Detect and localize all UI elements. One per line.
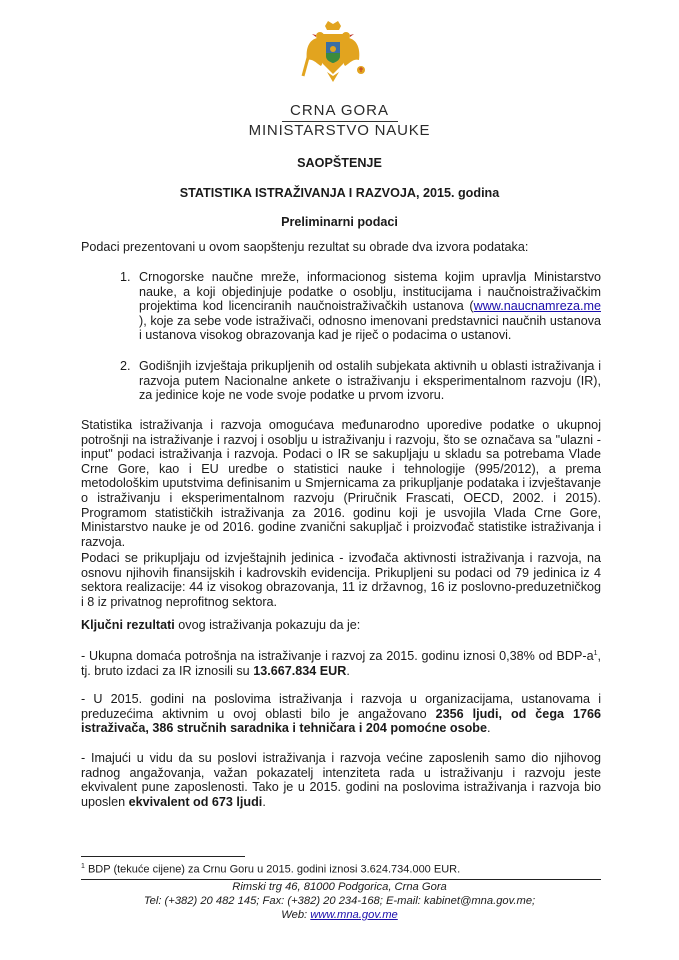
ministry-web-link[interactable]: www.mna.gov.me (310, 909, 398, 921)
source-item-1: Crnogorske naučne mreže, informacionog sistema kojim upravlja Ministarstvo nauke, a koji objedinjuje podatke o osoblju, institucijama i naučnoistraživačkim projektima kod licenciranih naučnoistraživačkih ustanova (www.naucnamreza.me ), koje za sebe vode istraživači, odnosno imenovani predstavnici naučnih ustanova i ustanova visokog obrazovanja kad je riječ o podacima o ustanovi. (139, 270, 601, 343)
intro-paragraph: Podaci prezentovani u ovom saopštenju rezultat su obrade dva izvora podataka: (81, 240, 529, 254)
list-number-1: 1. (120, 270, 131, 284)
doc-type-heading: SAOPŠTENJE (297, 156, 382, 170)
footnote-ref: 1 (593, 650, 598, 657)
key-result-1: - Ukupna domaća potrošnja na istraživanje i razvoj za 2015. godinu iznosi 0,38% od BDP-$a^1$, tj. bruto izdaci za IR iznosili su 13.667.834 EUR. (81, 649, 601, 678)
footer-web: Web: www.mna.gov.me (281, 909, 398, 921)
footer-contact: Tel: (+382) 20 482 145; Fax: (+382) 20 234-168; E-mail: kabinet@mna.gov.me; (143, 895, 536, 907)
footnote-separator (81, 856, 245, 857)
collection-paragraph: Podaci se prikupljaju od izvještajnih jedinica - izvođača aktivnosti istraživanja i razvoja, na osnovu njihovih finansijskih i kadrovskih evidencija. Prikupljeni su podaci od 79 jedinica iz 4 sektora realizacije: 44 iz visokog obrazovanja, 11 iz državnog, 16 iz poslovno-preduzetničkog i 8 iz privatnog neprofitnog sektora. (81, 551, 601, 609)
footer-divider (81, 879, 601, 880)
source-item-2: Godišnjih izvještaja prikupljenih od ostalih subjekata aktivnih u oblasti istraživanja i razvoja putem Nacionalne ankete o istraživanju i eksperimentalnom razvoju (IR), za jedinice koje ne vode svoje podatke u prvom izvoru. (139, 359, 601, 403)
list-number-2: 2. (120, 359, 131, 373)
main-title: STATISTIKA ISTRAŽIVANJA I RAZVOJA, 2015. godina (179, 186, 500, 200)
statistics-paragraph: Statistika istraživanja i razvoja omogućava međunarodno uporedive podatke o ukupnoj potrošnji na istraživanje i razvoj i osoblju u istraživanju i razvoju, što se označava sa "ulazni - input" podaci istraživanja i razvoja. Podaci o IR se sakupljaju u skladu sa potrebama Vlade Crne Gore, kao i EU uredbe o statistici nauke i tehnologije (995/2012), a prema metodološkim uputstvima definisanim u Smjernicama za prikupljanje podataka i izvještavanje o istraživanju i eksperimentalnom razvoju (Priručnik Frascati, OECD, 2002. i 2015). Programom statističkih istraživanja za 2016. godinu koji je usvojila Vlada Crne Gore, Ministarstvo nauke je od 2016. godine zvanični sakupljač i proizvođač statistike istraživanja i razvoja. (81, 418, 601, 549)
coat-of-arms-icon (283, 20, 383, 92)
footnote: $^1$ BDP (tekuće cijene) za Crnu Goru u 2015. godini iznosi 3.624.734.000 EUR. (81, 863, 461, 876)
org-ministry: MINISTARSTVO NAUKE (248, 122, 431, 139)
naucnamreza-link[interactable]: www.naucnamreza.me (473, 299, 601, 314)
footer-address: Rimski trg 46, 81000 Podgorica, Crna Gora (232, 881, 447, 893)
org-country: CRNA GORA (289, 102, 389, 119)
subtitle: Preliminarni podaci (281, 215, 398, 229)
key-result-3: - Imajući u vidu da su poslovi istraživanja i razvoja većine zaposlenih samo dio njihovog radnog angažovanja, važan pokazatelj intenziteta rada u istraživanju i razvoju jeste ekvivalent pune zaposlenosti. Tako je u 2015. godini na poslovima istraživanja i razvoja bio uposlen ekvivalent od 673 ljudi. (81, 751, 601, 809)
key-results-heading: Ključni rezultati ovog istraživanja pokazuju da je: (81, 618, 361, 632)
key-result-2: - U 2015. godini na poslovima istraživanja i razvoja u organizacijama, ustanovama i preduzećima aktivnim u ovoj oblasti bilo je angažovano 2356 ljudi, od čega 1766 istraživača, 386 stručnih saradnika i tehničara i 204 pomoćne osobe. (81, 692, 601, 736)
